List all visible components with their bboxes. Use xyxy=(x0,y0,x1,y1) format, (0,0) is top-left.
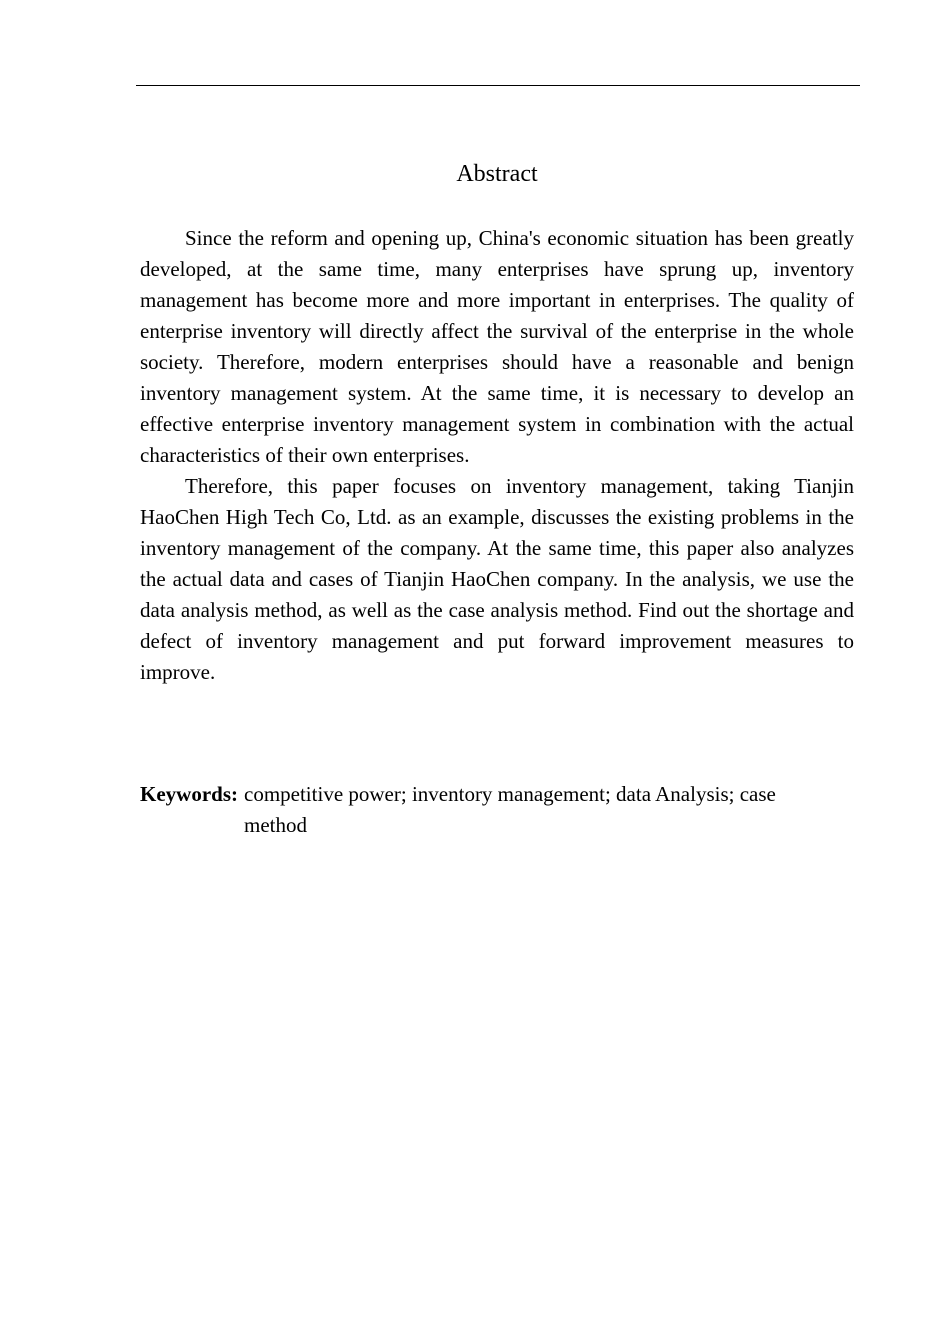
abstract-paragraph-1: Since the reform and opening up, China's economic situation has been greatly developed, at the same time, many enterprises have sprung up, inventory management has become more and more important in enterprises. The quality of enterprise inventory will directly affect the survival of the enterprise in the whole society. Therefore, modern enterprises should have a reasonable and benign inventory management system. At the same time, it is necessary to develop an effective enterprise inventory management system in combination with the actual characteristics of their own enterprises. xyxy=(140,226,854,467)
keywords-line xyxy=(140,779,854,841)
abstract-paragraph-2: Therefore, this paper focuses on inventory management, taking Tianjin HaoChen High Tech Co, Ltd. as an example, discusses the existing problems in the inventory management of the company. At the same time, this paper also analyzes the actual data and cases of Tianjin HaoChen company. In the analysis, we use the data analysis method, as well as the case analysis method. Find out the shortage and defect of inventory management and put forward improvement measures to improve. xyxy=(140,474,854,684)
keywords-label: Keywords: xyxy=(140,782,238,806)
page-title: Abstract xyxy=(456,161,538,187)
abstract-body xyxy=(140,223,854,688)
keywords-value: competitive power; inventory management; data Analysis; case method xyxy=(244,782,776,837)
header-rule xyxy=(136,85,860,86)
